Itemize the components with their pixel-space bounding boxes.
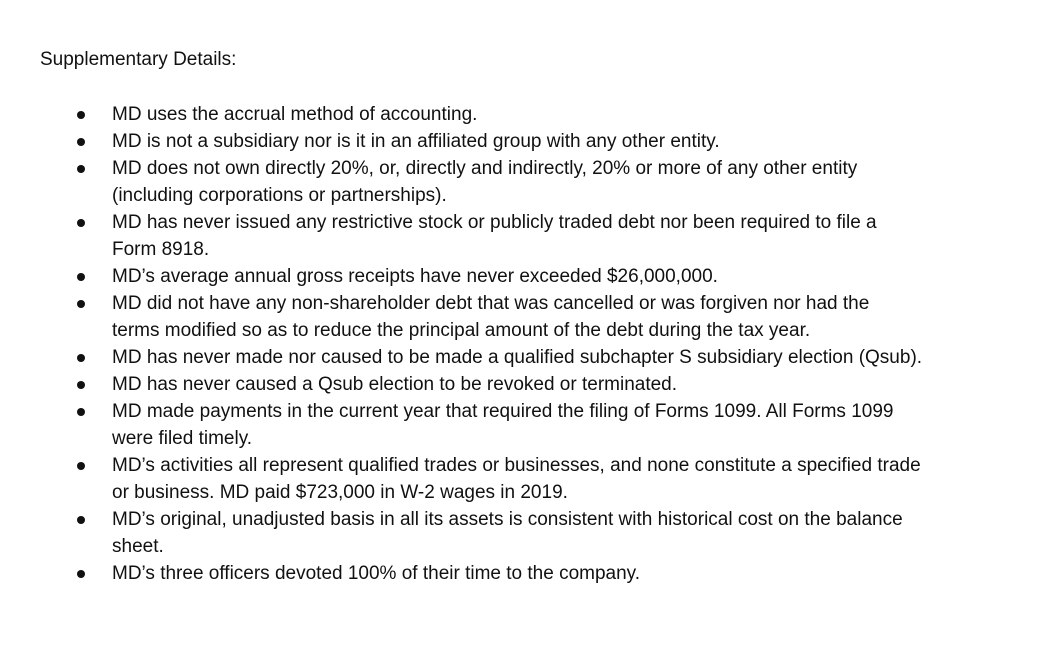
list-item-text: MD’s original, unadjusted basis in all its assets is consistent with historical cost on the balance — [112, 509, 903, 530]
list-item — [0, 290, 1040, 344]
bullet-icon — [77, 570, 85, 578]
list-item — [0, 155, 1040, 209]
bullet-icon — [77, 219, 85, 227]
section-heading: Supplementary Details: — [40, 49, 237, 70]
bullet-icon — [77, 300, 85, 308]
list-item-text: or business. MD paid $723,000 in W-2 wages in 2019. — [112, 482, 568, 503]
list-item-text: MD has never made nor caused to be made a qualified subchapter S subsidiary election (Qsub). — [112, 347, 923, 368]
list-item — [0, 344, 1040, 371]
list-item-text: were filed timely. — [112, 428, 253, 449]
list-item-text: (including corporations or partnerships). — [112, 185, 447, 206]
list-item-text: MD did not have any non-shareholder debt that was cancelled or was forgiven nor had the — [112, 293, 870, 314]
bullet-icon — [77, 462, 85, 470]
list-item-text: MD’s average annual gross receipts have never exceeded $26,000,000. — [112, 266, 718, 287]
list-item — [0, 371, 1040, 398]
bullet-icon — [77, 111, 85, 119]
bullet-icon — [77, 138, 85, 146]
list-item — [0, 209, 1040, 263]
list-item-text: MD has never caused a Qsub election to be revoked or terminated. — [112, 374, 678, 395]
bullet-icon — [77, 408, 85, 416]
list-item-text: MD is not a subsidiary nor is it in an affiliated group with any other entity. — [112, 131, 720, 152]
list-item-text: MD made payments in the current year that required the filing of Forms 1099. All Forms 1099 — [112, 401, 894, 422]
list-item-text: MD does not own directly 20%, or, directly and indirectly, 20% or more of any other entity — [112, 158, 858, 179]
list-item — [0, 560, 1040, 587]
bullet-icon — [77, 516, 85, 524]
list-item-text: terms modified so as to reduce the principal amount of the debt during the tax year. — [112, 320, 811, 341]
list-item — [0, 101, 1040, 128]
list-item-text: MD has never issued any restrictive stock or publicly traded debt nor been required to file a — [112, 212, 877, 233]
list-item-text: Form 8918. — [112, 239, 210, 260]
list-item — [0, 128, 1040, 155]
list-item — [0, 452, 1040, 506]
list-item-text: MD uses the accrual method of accounting. — [112, 104, 478, 125]
list-item — [0, 398, 1040, 452]
list-item-text: MD’s activities all represent qualified trades or businesses, and none constitute a specified trade — [112, 455, 921, 476]
details-list — [0, 101, 1040, 587]
bullet-icon — [77, 381, 85, 389]
list-item-text: sheet. — [112, 536, 164, 557]
bullet-icon — [77, 273, 85, 281]
bullet-icon — [77, 165, 85, 173]
list-item-text: MD’s three officers devoted 100% of their time to the company. — [112, 563, 641, 584]
list-item — [0, 506, 1040, 560]
bullet-icon — [77, 354, 85, 362]
list-item — [0, 263, 1040, 290]
